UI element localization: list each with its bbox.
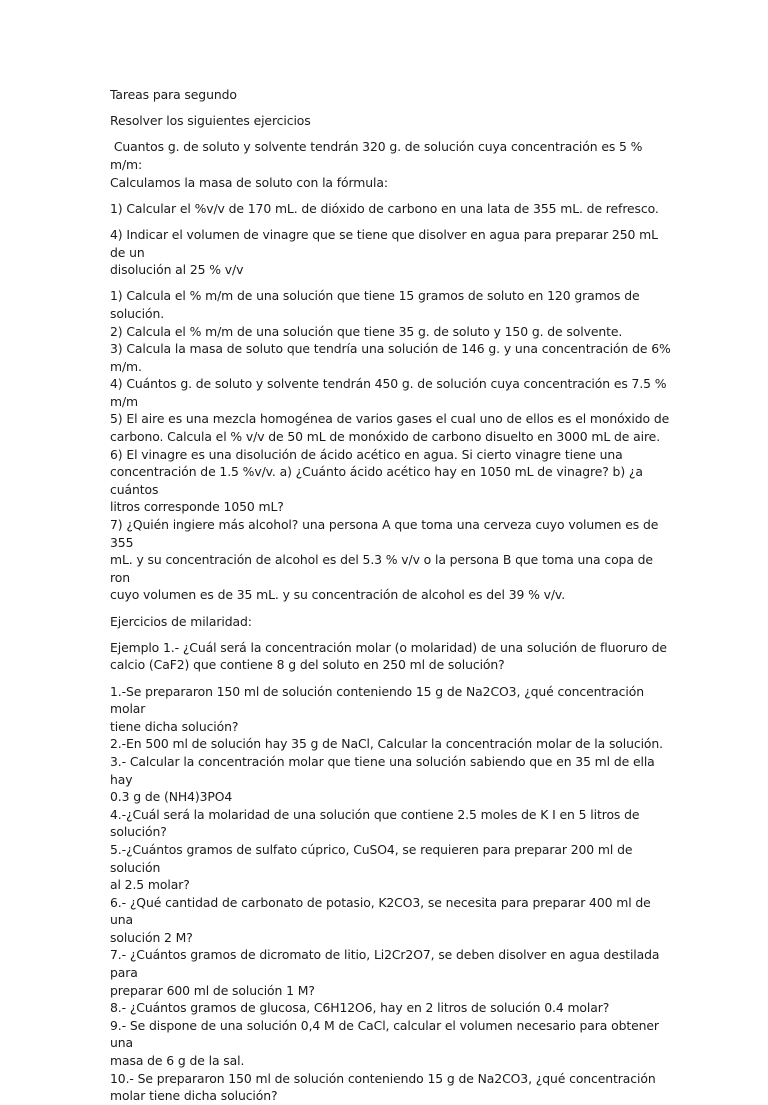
exercise-line: 4) Indicar el volumen de vinagre que se tiene que disolver en agua para preparar 250 mL de un xyxy=(110,226,662,260)
list-line: 1.-Se prepararon 150 ml de solución conteniendo 15 g de Na2CO3, ¿qué concentración molar xyxy=(110,683,648,717)
list-line: 3) Calcula la masa de soluto que tendría una solución de 146 g. y una concentración de 6% xyxy=(110,341,671,357)
document-subtitle: Resolver los siguientes ejercicios xyxy=(110,113,311,129)
intro-line: Cuantos g. de soluto y solvente tendrán 320 g. de solución cuya concentración es 5 % m/m: xyxy=(110,139,647,172)
exercise-line: disolución al 25 % v/v xyxy=(110,262,244,278)
list-line: concentración de 1.5 %v/v. a) ¿Cuánto ácido acético hay en 1050 mL de vinagre? b) ¿a cuántos xyxy=(110,464,647,497)
list-line: 5) El aire es una mezcla homogénea de varios gases el cual uno de ellos es el monóxido de xyxy=(110,411,670,427)
list-line: molar tiene dicha solución? xyxy=(110,1088,278,1104)
list-line: 8.- ¿Cuántos gramos de glucosa, C6H12O6, hay en 2 litros de solución 0.4 molar? xyxy=(110,1000,610,1016)
list-line: preparar 600 ml de solución 1 M? xyxy=(110,982,315,998)
list-line: 7.- ¿Cuántos gramos de dicromato de litio, Li2Cr2O7, se deben disolver en agua destilada para xyxy=(110,947,664,981)
list-line: 3.- Calcular la concentración molar que tiene una solución sabiendo que en 35 ml de ella hay xyxy=(110,753,659,787)
example-line: Ejemplo 1.- ¿Cuál será la concentración molar (o molaridad) de una solución de fluoruro de xyxy=(110,639,667,655)
list-line: masa de 6 g de la sal. xyxy=(110,1053,245,1069)
list-line: al 2.5 molar? xyxy=(110,877,190,893)
list-line: 4.-¿Cuál será la molaridad de una solución que contiene 2.5 moles de K I en 5 litros de xyxy=(110,806,640,822)
list-line: 0.3 g de (NH4)3PO4 xyxy=(110,789,233,805)
list-line: 10.- Se prepararon 150 ml de solución conteniendo 15 g de Na2CO3, ¿qué concentración xyxy=(110,1070,656,1086)
exercise-co2: 1) Calcular el %v/v de 170 mL. de dióxido de carbono en una lata de 355 mL. de refresco. xyxy=(110,200,659,216)
molarity-exercise-list xyxy=(110,683,676,1105)
list-line: litros corresponde 1050 mL? xyxy=(110,499,284,515)
list-line: 7) ¿Quién ingiere más alcohol? una persona A que toma una cerveza cuyo volumen es de 355 xyxy=(110,517,663,550)
list-line: carbono. Calcula el % v/v de 50 mL de monóxido de carbono disuelto en 3000 mL de aire. xyxy=(110,429,661,445)
intro-paragraph xyxy=(110,138,676,191)
example-line: calcio (CaF2) que contiene 8 g del soluto en 250 ml de solución? xyxy=(110,657,505,673)
list-line: 6.- ¿Qué cantidad de carbonato de potasio, K2CO3, se necesita para preparar 400 ml de una xyxy=(110,894,655,928)
document-title: Tareas para segundo xyxy=(110,87,237,102)
list-line: 2) Calcula el % m/m de una solución que tiene 35 g. de soluto y 150 g. de solvente. xyxy=(110,323,623,339)
list-line: cuyo volumen es de 35 mL. y su concentración de alcohol es del 39 % v/v. xyxy=(110,587,566,603)
list-line: 1) Calcula el % m/m de una solución que tiene 15 gramos de soluto en 120 gramos de solución. xyxy=(110,288,644,321)
list-line: mL. y su concentración de alcohol es del 5.3 % v/v o la persona B que toma una copa de ron xyxy=(110,552,657,585)
list-line: 6) El vinagre es una disolución de ácido acético en agua. Si cierto vinagre tiene una xyxy=(110,446,623,462)
example-paragraph xyxy=(110,639,676,674)
exercise-vinegar xyxy=(110,226,676,279)
list-line: m/m. xyxy=(110,358,142,374)
percent-exercise-list xyxy=(110,287,676,604)
list-line: solución 2 M? xyxy=(110,929,193,945)
list-line: 9.- Se dispone de una solución 0,4 M de CaCl, calcular el volumen necesario para obtener una xyxy=(110,1017,663,1051)
list-line: 2.-En 500 ml de solución hay 35 g de NaCl, Calcular la concentración molar de la solución. xyxy=(110,736,664,752)
list-line: 5.-¿Cuántos gramos de sulfato cúprico, CuSO4, se requieren para preparar 200 ml de solución xyxy=(110,841,637,875)
list-line: 4) Cuántos g. de soluto y solvente tendrán 450 g. de solución cuya concentración es 7.5 % m/m xyxy=(110,376,671,409)
list-line: solución? xyxy=(110,824,167,840)
list-line: tiene dicha solución? xyxy=(110,718,239,734)
section-heading-molarity: Ejercicios de milaridad: xyxy=(110,613,252,629)
intro-line: Calculamos la masa de soluto con la fórmula: xyxy=(110,174,388,190)
